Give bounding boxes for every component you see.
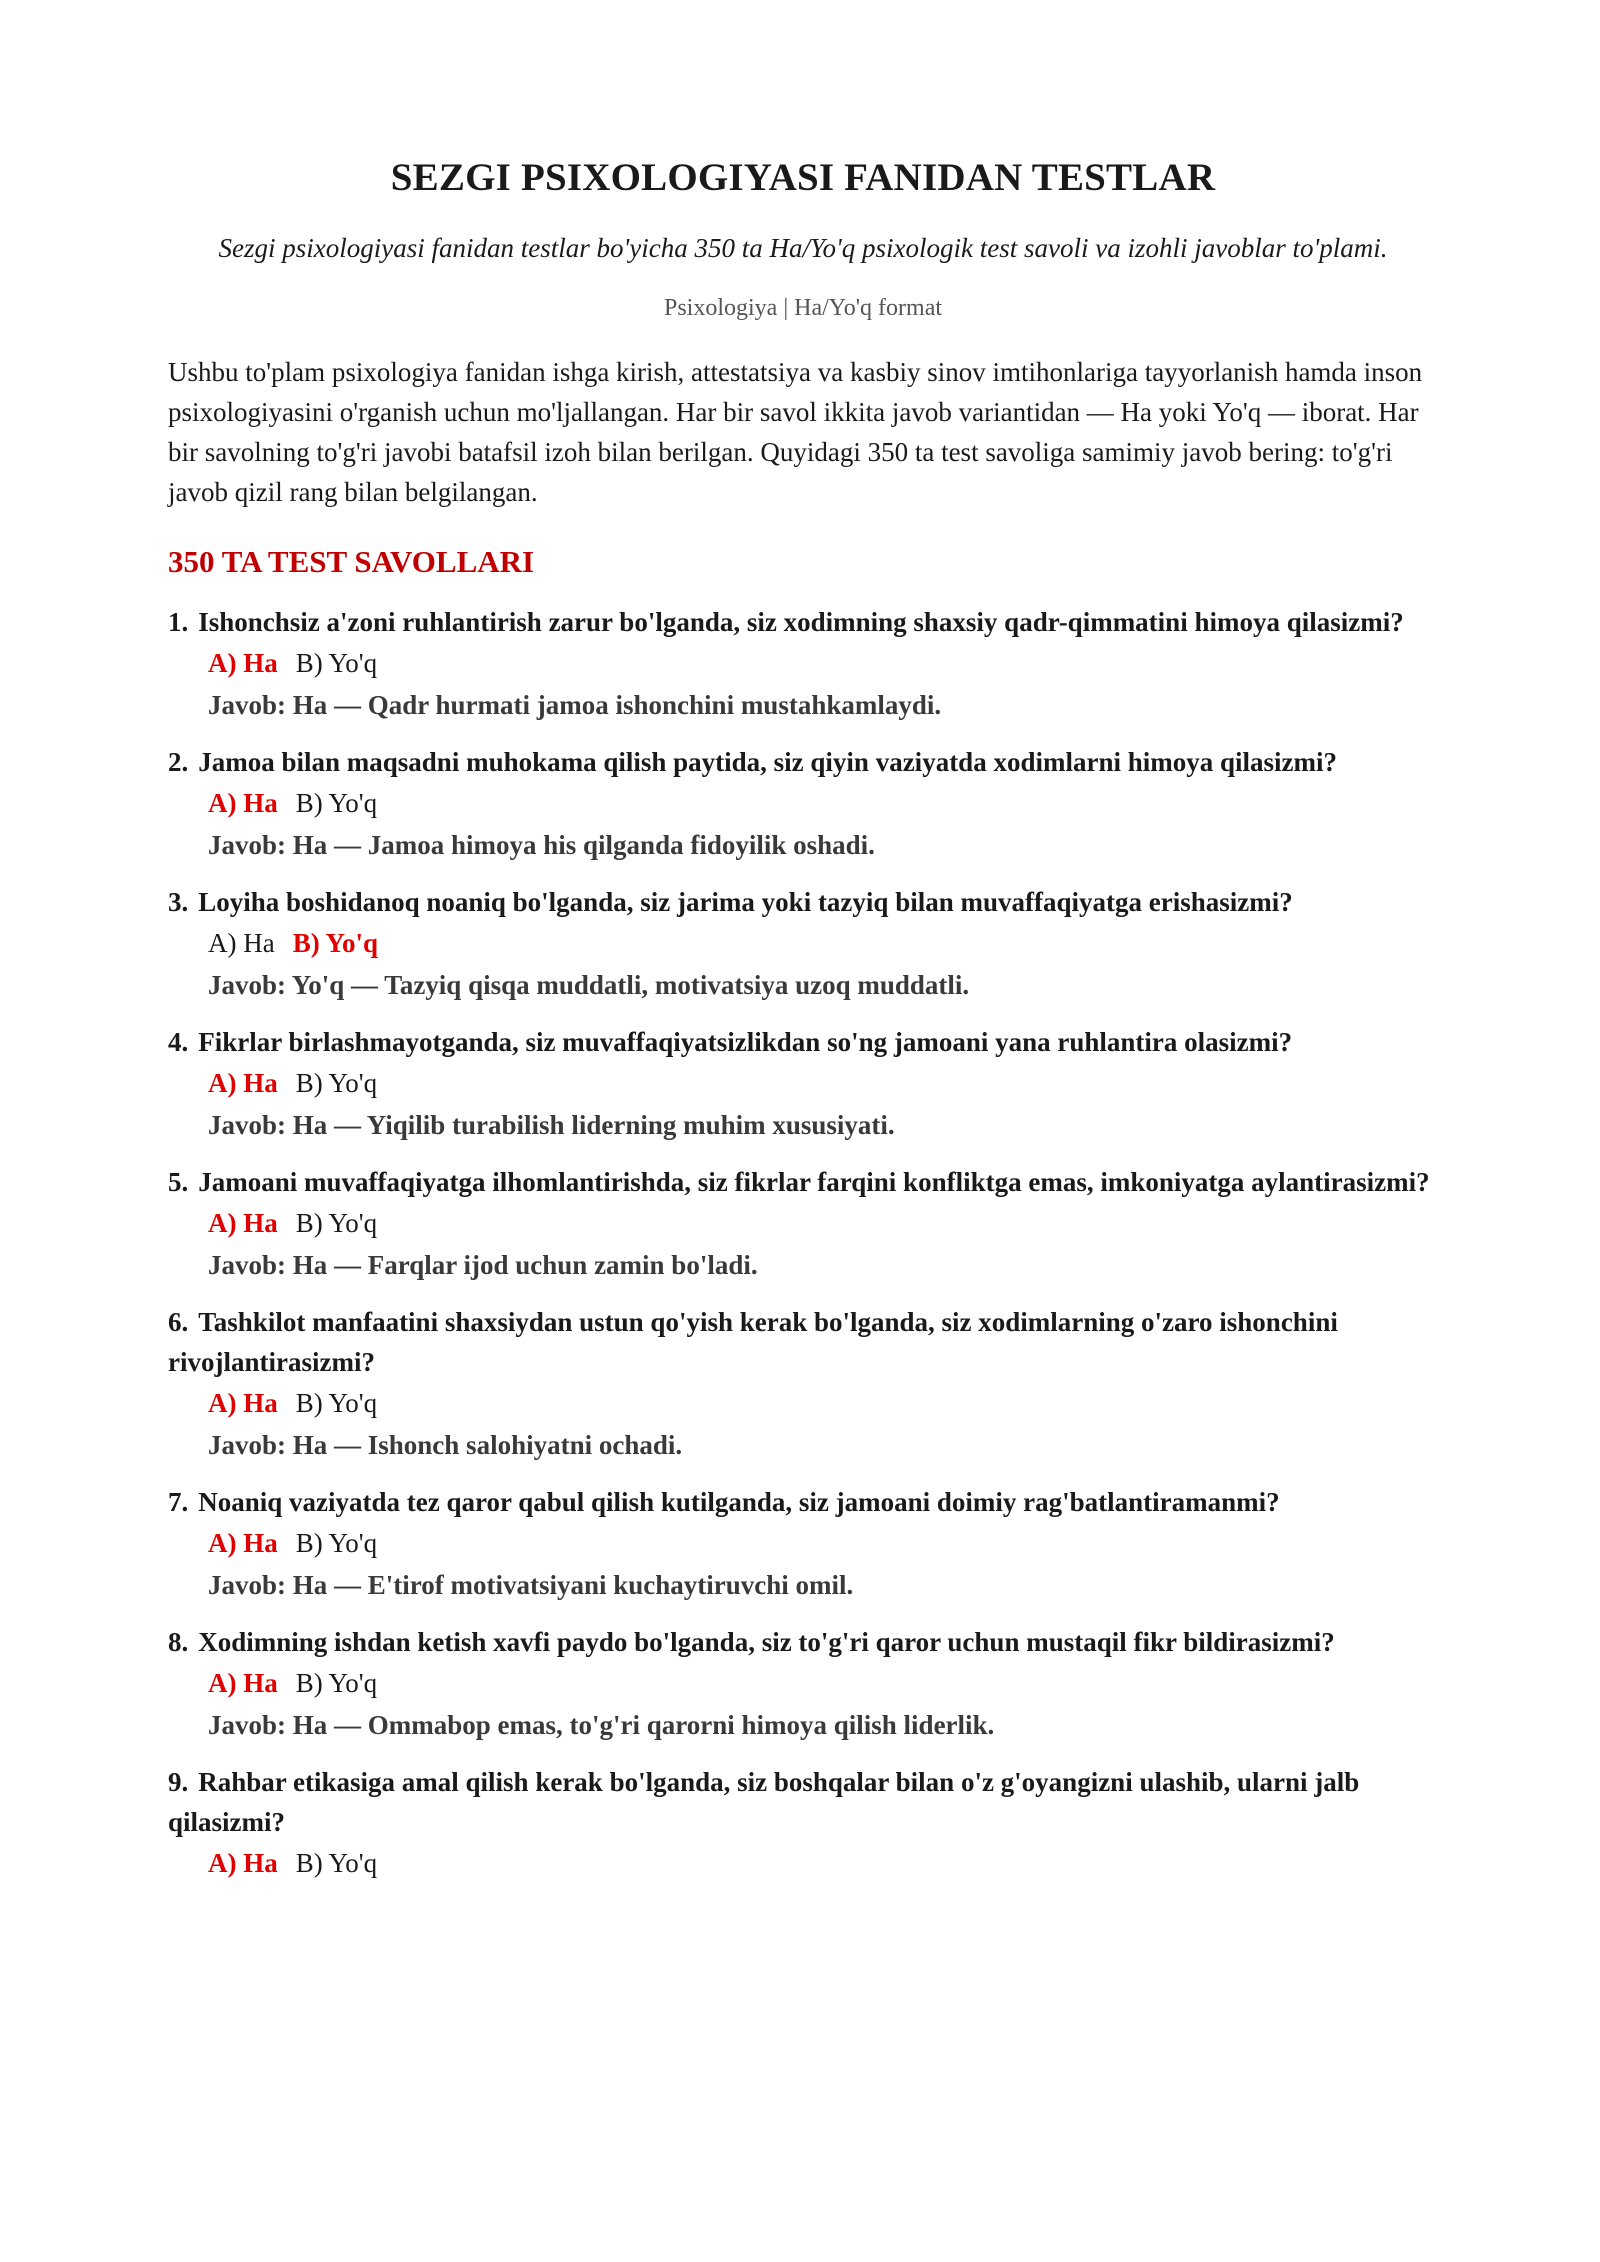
question-number: 7. (168, 1487, 189, 1517)
document-page (168, 150, 1438, 1900)
question-item (168, 1482, 1438, 1606)
question-text (168, 742, 1438, 782)
intro-paragraph: Ushbu to'plam psixologiya fanidan ishga kirish, attestatsiya va kasbiy sinov imtihonlariga tayyorlanish hamda inson psixologiyasini o'rganish uchun mo'ljallangan. Har bir savol ikkita javob variantidan — Ha yoki Yo'q — iborat. Har bir savolning to'g'ri javobi batafsil izoh bilan berilgan. Quyidagi 350 ta test savoliga samimiy javob bering: to'g'ri javob qizil rang bilan belgilangan. (168, 357, 1423, 507)
option-b: B) Yo'q (295, 788, 378, 818)
option-a: A) Ha (208, 928, 275, 958)
answer-explanation: Javob: Ha — E'tirof motivatsiyani kuchaytiruvchi omil. (208, 1570, 854, 1600)
answer-options (168, 1202, 1438, 1244)
question-label: Ishonchsiz a'zoni ruhlantirish zarur bo'lganda, siz xodimning shaxsiy qadr-qimmatini himoya qilasizmi? (198, 607, 1404, 637)
question-text (168, 1482, 1438, 1522)
question-label: Jamoa bilan maqsadni muhokama qilish paytida, siz qiyin vaziyatda xodimlarni himoya qilasizmi? (198, 747, 1337, 777)
question-text (168, 1302, 1438, 1382)
question-label: Fikrlar birlashmayotganda, siz muvaffaqiyatsizlikdan so'ng jamoani yana ruhlantira olasizmi? (198, 1027, 1293, 1057)
question-label: Tashkilot manfaatini shaxsiydan ustun qo'yish kerak bo'lganda, siz xodimlarning o'zaro ishonchini rivojlantirasizmi? (168, 1307, 1338, 1377)
answer-options (168, 1062, 1438, 1104)
answer-explanation: Javob: Ha — Ommabop emas, to'g'ri qarorni himoya qilish liderlik. (208, 1710, 995, 1740)
answer-explanation: Javob: Ha — Farqlar ijod uchun zamin bo'ladi. (208, 1250, 758, 1280)
question-item (168, 882, 1438, 1006)
question-text (168, 1622, 1438, 1662)
answer-options (168, 1522, 1438, 1564)
option-b: B) Yo'q (295, 1208, 378, 1238)
question-number: 2. (168, 747, 189, 777)
answer-explanation: Javob: Ha — Qadr hurmati jamoa ishonchini mustahkamlaydi. (208, 690, 942, 720)
question-item (168, 1162, 1438, 1286)
question-text (168, 882, 1438, 922)
answer-explanation: Javob: Ha — Yiqilib turabilish liderning muhim xususiyati. (208, 1110, 895, 1140)
question-label: Xodimning ishdan ketish xavfi paydo bo'lganda, siz to'g'ri qaror uchun mustaqil fikr bildirasizmi? (198, 1627, 1335, 1657)
answer-options (168, 1382, 1438, 1424)
document-title: SEZGI PSIXOLOGIYASI FANIDAN TESTLAR (390, 156, 1216, 199)
document-meta: Psixologiya | Ha/Yo'q format (663, 295, 943, 321)
answer-options (168, 1662, 1438, 1704)
option-b: B) Yo'q (295, 1668, 378, 1698)
option-a: A) Ha (208, 1528, 278, 1558)
question-item (168, 1762, 1438, 1884)
option-a: A) Ha (208, 648, 278, 678)
option-b: B) Yo'q (295, 1528, 378, 1558)
option-a: A) Ha (208, 1208, 278, 1238)
option-a: A) Ha (208, 1068, 278, 1098)
question-label: Jamoani muvaffaqiyatga ilhomlantirishda, siz fikrlar farqini konfliktga emas, imkoniyatga aylantirasizmi? (198, 1167, 1430, 1197)
answer-options (168, 642, 1438, 684)
question-item (168, 602, 1438, 726)
section-heading: 350 TA TEST SAVOLLARI (168, 544, 535, 579)
question-number: 4. (168, 1027, 189, 1057)
question-number: 8. (168, 1627, 189, 1657)
question-text (168, 602, 1438, 642)
option-a: A) Ha (208, 1848, 278, 1878)
question-item (168, 1302, 1438, 1466)
answer-explanation: Javob: Yo'q — Tazyiq qisqa muddatli, motivatsiya uzoq muddatli. (208, 970, 970, 1000)
question-number: 5. (168, 1167, 189, 1197)
answer-options (168, 1842, 1438, 1884)
question-number: 3. (168, 887, 189, 917)
answer-options (168, 782, 1438, 824)
question-label: Loyiha boshidanoq noaniq bo'lganda, siz jarima yoki tazyiq bilan muvaffaqiyatga erishasizmi? (198, 887, 1293, 917)
question-number: 1. (168, 607, 189, 637)
document-subtitle: Sezgi psixologiyasi fanidan testlar bo'yicha 350 ta Ha/Yo'q psixologik test savoli va izohli javoblar to'plami. (218, 233, 1388, 263)
question-label: Rahbar etikasiga amal qilish kerak bo'lganda, siz boshqalar bilan o'z g'oyangizni ulashib, ularni jalb qilasizmi? (168, 1767, 1360, 1837)
option-b: B) Yo'q (295, 1388, 378, 1418)
question-text (168, 1022, 1438, 1062)
question-number: 9. (168, 1767, 189, 1797)
question-text (168, 1162, 1438, 1202)
question-text (168, 1762, 1438, 1842)
option-a: A) Ha (208, 1388, 278, 1418)
option-a: A) Ha (208, 1668, 278, 1698)
option-b: B) Yo'q (295, 648, 378, 678)
option-b: B) Yo'q (295, 1068, 378, 1098)
option-b: B) Yo'q (292, 928, 379, 958)
question-label: Noaniq vaziyatda tez qaror qabul qilish kutilganda, siz jamoani doimiy rag'batlantiramanmi? (198, 1487, 1280, 1517)
option-a: A) Ha (208, 788, 278, 818)
question-item (168, 1022, 1438, 1146)
option-b: B) Yo'q (295, 1848, 378, 1878)
answer-explanation: Javob: Ha — Ishonch salohiyatni ochadi. (208, 1430, 683, 1460)
question-item (168, 742, 1438, 866)
answer-explanation: Javob: Ha — Jamoa himoya his qilganda fidoyilik oshadi. (208, 830, 875, 860)
question-item (168, 1622, 1438, 1746)
question-number: 6. (168, 1307, 189, 1337)
answer-options (168, 922, 1438, 964)
question-list (168, 602, 1438, 1884)
